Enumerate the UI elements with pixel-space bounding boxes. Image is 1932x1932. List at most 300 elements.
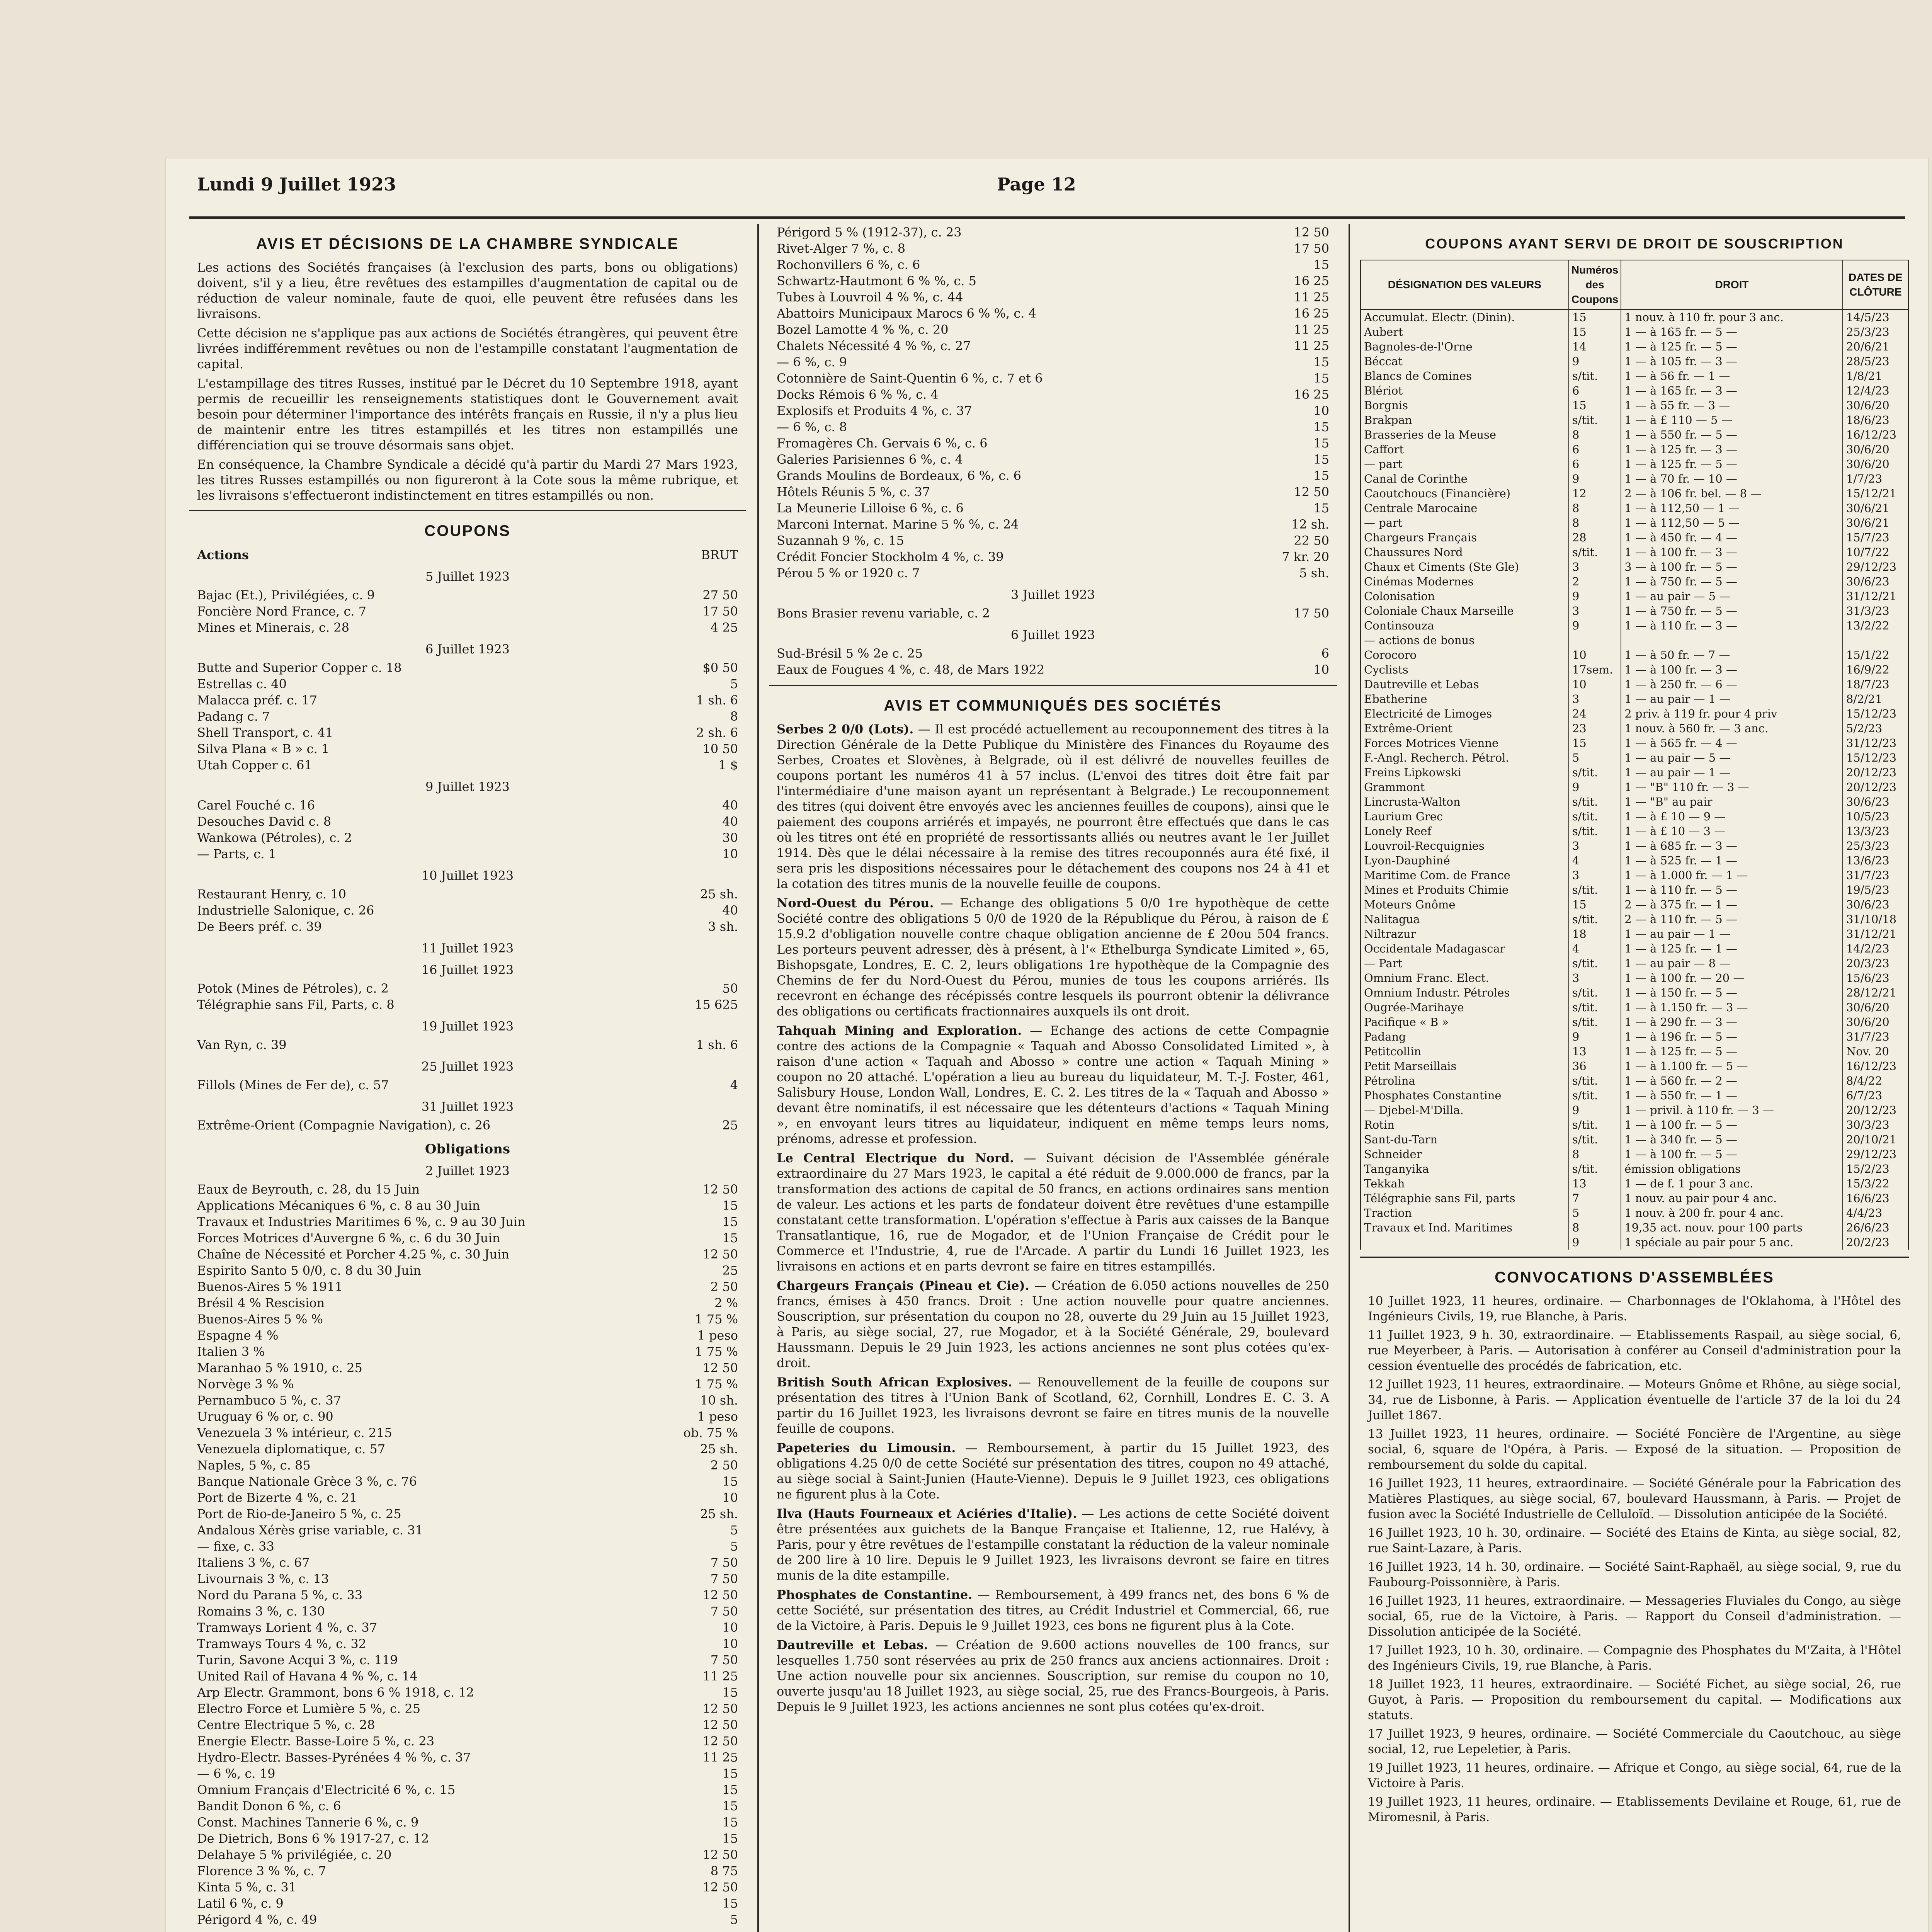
item-name: Bozel Lamotte 4 % %, c. 20 xyxy=(777,322,949,337)
table-cell: s/tit. xyxy=(1569,413,1621,427)
table-cell: 20/6/21 xyxy=(1843,339,1908,354)
table-cell: s/tit. xyxy=(1569,883,1621,897)
convocations-list xyxy=(1360,1293,1909,1825)
table-cell: Schneider xyxy=(1361,1147,1569,1162)
list-item xyxy=(777,549,1329,565)
table-row xyxy=(1361,780,1908,794)
item-name: Fromagères Ch. Gervais 6 %, c. 6 xyxy=(777,436,988,451)
table-cell: 3 xyxy=(1569,692,1621,706)
table-cell: — actions de bonus xyxy=(1361,633,1569,648)
table-cell: 28/12/21 xyxy=(1843,985,1908,1000)
table-cell: 1 — à 50 fr. — 7 — xyxy=(1621,648,1843,662)
item-name: Estrellas c. 40 xyxy=(197,677,287,691)
table-cell: 30/6/23 xyxy=(1843,574,1908,589)
table-cell: 1 — à 450 fr. — 4 — xyxy=(1621,530,1843,545)
table-cell: Electricité de Limoges xyxy=(1361,706,1569,721)
item-name: Extrême-Orient (Compagnie Navigation), c. 26 xyxy=(197,1118,491,1133)
item-name: Pérou 5 % or 1920 c. 7 xyxy=(777,566,920,580)
item-value: 40 xyxy=(722,814,738,829)
table-cell: Traction xyxy=(1361,1206,1569,1220)
table-cell: 1 — à 110 fr. — 3 — xyxy=(1621,618,1843,633)
table-cell: 30/6/20 xyxy=(1843,442,1908,457)
item-name: Industrielle Salonique, c. 26 xyxy=(197,903,374,918)
item-value: 10 xyxy=(722,1636,738,1651)
table-cell: 31/7/23 xyxy=(1843,1029,1908,1044)
table-row xyxy=(1361,560,1908,574)
list-item xyxy=(197,1538,738,1554)
item-value: 15 xyxy=(722,1198,738,1213)
table-cell: 16/12/23 xyxy=(1843,427,1908,442)
item-value: 10 xyxy=(1313,403,1329,418)
item-name: Chalets Nécessité 4 % %, c. 27 xyxy=(777,338,971,353)
table-cell: 15/12/21 xyxy=(1843,486,1908,501)
item-name: United Rail of Havana 4 % %, c. 14 xyxy=(197,1669,418,1684)
table-cell: 25/3/23 xyxy=(1843,838,1908,853)
table-cell: 16/12/23 xyxy=(1843,1059,1908,1073)
table-row xyxy=(1361,662,1908,677)
communique-heading: Chargeurs Français (Pineau et Cie). xyxy=(777,1278,1029,1293)
list-item xyxy=(197,997,738,1013)
item-value: 15 xyxy=(722,1231,738,1245)
table-row xyxy=(1361,1206,1908,1220)
table-row xyxy=(1361,589,1908,604)
list-item xyxy=(197,1214,738,1230)
item-value: 5 xyxy=(730,677,738,691)
item-name: Buenos-Aires 5 % % xyxy=(197,1312,323,1327)
table-cell: Laurium Grec xyxy=(1361,809,1569,824)
table-row xyxy=(1361,1162,1908,1176)
table-cell: Ougrée-Marihaye xyxy=(1361,1000,1569,1015)
communique-heading: Ilva (Hauts Fourneaux et Aciéries d'Italie). xyxy=(777,1506,1077,1521)
item-name: Livournais 3 %, c. 13 xyxy=(197,1571,329,1586)
table-cell: s/tit. xyxy=(1569,809,1621,824)
table-cell: Tekkah xyxy=(1361,1176,1569,1191)
list-item xyxy=(777,500,1329,516)
list-item xyxy=(777,386,1329,403)
item-name: Espirito Santo 5 0/0, c. 8 du 30 Juin xyxy=(197,1263,421,1278)
list-item xyxy=(197,1117,738,1133)
item-value: 12 50 xyxy=(1294,225,1329,240)
list-item xyxy=(777,645,1329,662)
list-item xyxy=(777,516,1329,532)
item-name: Energie Electr. Basse-Loire 5 %, c. 23 xyxy=(197,1734,435,1748)
table-row xyxy=(1361,442,1908,457)
table-cell: Grammont xyxy=(1361,780,1569,794)
column-2 xyxy=(769,224,1337,1932)
convocation: 12 Juillet 1923, 11 heures, extraordinaire. — Moteurs Gnôme et Rhône, au siège social, 34, rue de Lisbonne, à Paris. — Application éventuelle de l'article 37 de la loi du 24 Juillet 1867. xyxy=(1368,1378,1901,1422)
item-value: 27 50 xyxy=(702,588,738,602)
item-name: Rochonvillers 6 %, c. 6 xyxy=(777,257,920,272)
item-value: 15 xyxy=(1313,501,1329,515)
item-value: 25 xyxy=(722,1118,738,1133)
table-cell: 1 — au pair — 1 — xyxy=(1621,927,1843,941)
table-row xyxy=(1361,501,1908,515)
table-cell: 4/4/23 xyxy=(1843,1206,1908,1220)
item-name: — 6 %, c. 8 xyxy=(777,420,847,434)
table-cell: 31/10/18 xyxy=(1843,912,1908,927)
item-value: 4 xyxy=(730,1078,738,1092)
list-item xyxy=(197,1408,738,1425)
table-cell: 1 — à 1.000 fr. — 1 — xyxy=(1621,868,1843,883)
table-cell: 1 — à 125 fr. — 5 — xyxy=(1621,457,1843,471)
table-row xyxy=(1361,413,1908,427)
item-value: 12 50 xyxy=(702,1588,738,1602)
table-cell: Blériot xyxy=(1361,383,1569,398)
table-cell: 13/2/22 xyxy=(1843,618,1908,633)
table-cell: Phosphates Constantine xyxy=(1361,1088,1569,1103)
list-item xyxy=(197,1652,738,1668)
list-item xyxy=(197,1181,738,1197)
table-cell: Centrale Marocaine xyxy=(1361,501,1569,515)
item-name: Potok (Mines de Pétroles), c. 2 xyxy=(197,981,389,996)
table-cell: 2 — à 375 fr. — 1 — xyxy=(1621,897,1843,912)
table-cell: 1 — à 550 fr. — 1 — xyxy=(1621,1088,1843,1103)
communique-heading: Serbes 2 0/0 (Lots). xyxy=(777,722,914,736)
list-item xyxy=(777,662,1329,678)
item-value: 15 xyxy=(722,1815,738,1830)
table-cell: Accumulat. Electr. (Dinin). xyxy=(1361,310,1569,325)
table-cell: 8/4/22 xyxy=(1843,1073,1908,1088)
column-3 xyxy=(1360,224,1909,1932)
column-1 xyxy=(189,224,746,1932)
item-name: Fillols (Mines de Fer de), c. 57 xyxy=(197,1078,389,1092)
table-cell: 24 xyxy=(1569,706,1621,721)
table-cell: s/tit. xyxy=(1569,824,1621,838)
list-item xyxy=(197,1441,738,1457)
table-cell: 12 xyxy=(1569,486,1621,501)
item-value: 11 25 xyxy=(702,1669,738,1684)
item-value: 7 50 xyxy=(710,1571,738,1586)
list-item xyxy=(197,587,738,603)
table-cell: Louvroil-Recquignies xyxy=(1361,838,1569,853)
item-name: Grands Moulins de Bordeaux, 6 %, c. 6 xyxy=(777,468,1022,483)
table-cell: Ebatherine xyxy=(1361,692,1569,706)
table-row xyxy=(1361,471,1908,486)
item-name: Utah Copper c. 61 xyxy=(197,758,312,772)
list-item xyxy=(197,1879,738,1895)
table-cell: 1 — à £ 110 — 5 — xyxy=(1621,413,1843,427)
table-cell: Pacifique « B » xyxy=(1361,1015,1569,1029)
item-name: Espagne 4 % xyxy=(197,1328,279,1343)
list-item xyxy=(197,1830,738,1847)
item-name: Nord du Parana 5 %, c. 33 xyxy=(197,1588,363,1602)
table-row xyxy=(1361,794,1908,809)
table-cell: 31/7/23 xyxy=(1843,868,1908,883)
table-cell: 1 — à 150 fr. — 5 — xyxy=(1621,985,1843,1000)
table-cell: — part xyxy=(1361,457,1569,471)
table-cell: 1 — à 165 fr. — 5 — xyxy=(1621,325,1843,339)
table-cell: Lonely Reef xyxy=(1361,824,1569,838)
item-name: Electro Force et Lumière 5 %, c. 25 xyxy=(197,1701,421,1716)
item-value: 2 % xyxy=(714,1296,738,1310)
table-cell: 1 — à 100 fr. — 20 — xyxy=(1621,971,1843,985)
item-value: 15 xyxy=(722,1831,738,1846)
table-row xyxy=(1361,912,1908,927)
table-cell: Padang xyxy=(1361,1029,1569,1044)
table-cell: s/tit. xyxy=(1569,1117,1621,1132)
item-value: ob. 75 % xyxy=(683,1425,738,1440)
table-cell: 17sem. xyxy=(1569,662,1621,677)
table-row xyxy=(1361,736,1908,750)
table-row xyxy=(1361,545,1908,560)
table-cell: 1 — à 125 fr. — 3 — xyxy=(1621,442,1843,457)
item-name: Foncière Nord France, c. 7 xyxy=(197,604,367,619)
table-cell: 28/5/23 xyxy=(1843,354,1908,369)
table-cell: 5 xyxy=(1569,750,1621,765)
list-item xyxy=(197,1912,738,1928)
item-name: Venezuela diplomatique, c. 57 xyxy=(197,1442,386,1456)
table-cell: 1 — à £ 10 — 9 — xyxy=(1621,809,1843,824)
communique-heading: Phosphates de Constantine. xyxy=(777,1587,973,1602)
convocation: 18 Juillet 1923, 11 heures, extraordinaire. — Société Fichet, au siège social, 26, rue Guyot, à Paris. — Proposition du remboursement du capital. — Modifications aux statuts. xyxy=(1368,1677,1901,1722)
section-title: COUPONS AYANT SERVI DE DROIT DE SOUSCRIPTION xyxy=(1425,236,1844,252)
item-value: 11 25 xyxy=(1294,338,1329,353)
table-cell: 30/6/23 xyxy=(1843,794,1908,809)
communique-heading: Tahquah Mining and Exploration. xyxy=(777,1023,1022,1038)
table-cell: 19,35 act. nouv. pour 100 parts xyxy=(1621,1220,1843,1235)
item-name: Wankowa (Pétroles), c. 2 xyxy=(197,830,352,845)
table-cell: s/tit. xyxy=(1569,956,1621,971)
table-cell: 3 xyxy=(1569,971,1621,985)
table-row xyxy=(1361,530,1908,545)
list-item xyxy=(197,1360,738,1376)
coupons-group xyxy=(769,605,1337,621)
table-cell: 3 xyxy=(1569,868,1621,883)
table-cell: Canal de Corinthe xyxy=(1361,471,1569,486)
item-value: 16 25 xyxy=(1294,387,1329,402)
table-cell: Occidentale Madagascar xyxy=(1361,941,1569,956)
table-cell: 1 — à 112,50 — 5 — xyxy=(1621,515,1843,530)
item-name: Explosifs et Produits 4 %, c. 37 xyxy=(777,403,972,418)
item-name: Abattoirs Municipaux Marocs 6 % %, c. 4 xyxy=(777,306,1036,321)
item-value: 15 625 xyxy=(695,997,738,1012)
list-item xyxy=(197,619,738,636)
item-value: 15 xyxy=(1313,371,1329,386)
table-row xyxy=(1361,1088,1908,1103)
table-cell: s/tit. xyxy=(1569,1000,1621,1015)
table-cell: Rotin xyxy=(1361,1117,1569,1132)
item-value: 16 25 xyxy=(1294,306,1329,321)
table-cell: F.-Angl. Recherch. Pétrol. xyxy=(1361,750,1569,765)
communique xyxy=(777,895,1329,1019)
table-row xyxy=(1361,1044,1908,1059)
item-value: 10 xyxy=(722,1620,738,1635)
table-cell: Omnium Franc. Elect. xyxy=(1361,971,1569,985)
table-cell: 1 nouv. au pair pour 4 anc. xyxy=(1621,1191,1843,1206)
table-cell: 30/6/20 xyxy=(1843,398,1908,413)
table-cell: 5/2/23 xyxy=(1843,721,1908,736)
item-value: 5 xyxy=(730,1539,738,1554)
list-item xyxy=(197,1457,738,1473)
table-row xyxy=(1361,486,1908,501)
table-cell: Lyon-Dauphiné xyxy=(1361,853,1569,868)
item-value: 8 75 xyxy=(710,1864,738,1878)
table-cell: 13/6/23 xyxy=(1843,853,1908,868)
table-cell: 5 xyxy=(1569,1206,1621,1220)
item-value: 15 xyxy=(1313,436,1329,451)
item-name: Docks Rémois 6 % %, c. 4 xyxy=(777,387,939,402)
table-row xyxy=(1361,398,1908,413)
table-row xyxy=(1361,692,1908,706)
list-item xyxy=(197,1197,738,1214)
list-item xyxy=(197,1392,738,1408)
item-value: 10 xyxy=(722,1490,738,1505)
table-row xyxy=(1361,1147,1908,1162)
table-cell: 26/6/23 xyxy=(1843,1220,1908,1235)
table-cell: 9 xyxy=(1569,1235,1621,1250)
table-cell: Niltrazur xyxy=(1361,927,1569,941)
table-row xyxy=(1361,941,1908,956)
convocation: 13 Juillet 1923, 11 heures, ordinaire. — Société Foncière de l'Argentine, au siège social, 6, square de l'Opéra, à Paris. — Exposé de la situation. — Proposition de remboursement du solde du capital. xyxy=(1368,1427,1901,1472)
item-name: Centre Electrique 5 %, c. 28 xyxy=(197,1718,375,1732)
list-item xyxy=(777,468,1329,484)
table-row xyxy=(1361,853,1908,868)
list-item xyxy=(777,257,1329,273)
item-value: 22 50 xyxy=(1294,533,1329,548)
item-value: 7 kr. 20 xyxy=(1282,549,1329,564)
table-cell: 1 — "B" 110 fr. — 3 — xyxy=(1621,780,1843,794)
table-cell: 1 — à 55 fr. — 3 — xyxy=(1621,398,1843,413)
table-cell: Omnium Industr. Pétroles xyxy=(1361,985,1569,1000)
coupons-continued xyxy=(769,224,1337,581)
table-cell: 1 — à 560 fr. — 2 — xyxy=(1621,1073,1843,1088)
table-cell: 14/2/23 xyxy=(1843,941,1908,956)
list-item xyxy=(197,1782,738,1798)
list-item xyxy=(777,370,1329,386)
item-value: 30 xyxy=(722,830,738,845)
list-item xyxy=(197,1295,738,1311)
table-cell: 1 — au pair — 1 — xyxy=(1621,692,1843,706)
table-cell: 14 xyxy=(1569,339,1621,354)
table-cell: 28 xyxy=(1569,530,1621,545)
table-cell: 1 — privil. à 110 fr. — 3 — xyxy=(1621,1103,1843,1117)
list-item xyxy=(197,1587,738,1603)
table-cell: Télégraphie sans Fil, parts xyxy=(1361,1191,1569,1206)
table-cell: 1 — de f. 1 pour 3 anc. xyxy=(1621,1176,1843,1191)
item-value: 8 xyxy=(730,709,738,724)
item-name: Hydro-Electr. Basses-Pyrénées 4 % %, c. 37 xyxy=(197,1750,471,1765)
item-name: Florence 3 % %, c. 7 xyxy=(197,1864,327,1878)
table-cell: Béccat xyxy=(1361,354,1569,369)
item-name: Schwartz-Hautmont 6 % %, c. 5 xyxy=(777,274,976,288)
item-name: Bajac (Et.), Privilégiées, c. 9 xyxy=(197,588,375,602)
table-cell: 1 — à 750 fr. — 5 — xyxy=(1621,574,1843,589)
newspaper-page xyxy=(166,158,1928,1932)
table-cell: 36 xyxy=(1569,1059,1621,1073)
oblig-date: 2 Juillet 1923 xyxy=(425,1163,510,1178)
group-date: 5 Juillet 1923 xyxy=(425,569,510,584)
table-cell: 1 — à 112,50 — 1 — xyxy=(1621,501,1843,515)
item-value: 25 sh. xyxy=(700,1442,738,1456)
item-value: 15 xyxy=(722,1799,738,1813)
item-name: Desouches David c. 8 xyxy=(197,814,332,829)
table-row xyxy=(1361,927,1908,941)
coupons-header xyxy=(197,547,738,563)
actions-label: Actions xyxy=(197,548,249,562)
communique-text: — Création de 6.050 actions nouvelles de 250 francs, émises à 450 francs. Droit : Une action nouvelle pour quatre anciennes. Souscription, sur présentation du coupon no 28, ouverte du 29 Juin au 15 Juillet 1923, à Paris, au siège social, 27, rue Mogador, et à la Société Générale, 29, boulevard Haussmann. Depuis le 29 Juin 1923, les actions anciennes ne sont plus cotées qu'ex-droit. xyxy=(777,1278,1330,1370)
communique-heading: Nord-Ouest du Pérou. xyxy=(777,896,934,910)
item-value: 10 xyxy=(722,847,738,861)
table-cell: s/tit. xyxy=(1569,985,1621,1000)
group-date: 9 Juillet 1923 xyxy=(425,779,510,794)
table-cell: s/tit. xyxy=(1569,1073,1621,1088)
table-cell: 10 xyxy=(1569,648,1621,662)
item-name: Italien 3 % xyxy=(197,1344,265,1359)
table-row xyxy=(1361,648,1908,662)
list-item xyxy=(197,1717,738,1733)
table-cell: 15/2/23 xyxy=(1843,1162,1908,1176)
table-cell: 1 — à 125 fr. — 5 — xyxy=(1621,339,1843,354)
item-name: Shell Transport, c. 41 xyxy=(197,725,333,740)
communique xyxy=(777,721,1329,891)
table-cell: Forces Motrices Vienne xyxy=(1361,736,1569,750)
table-row xyxy=(1361,971,1908,985)
list-item xyxy=(197,603,738,619)
table-row xyxy=(1361,1015,1908,1029)
table-cell: s/tit. xyxy=(1569,1132,1621,1147)
top-rule xyxy=(189,216,1905,219)
item-name: — Parts, c. 1 xyxy=(197,847,276,861)
table-row xyxy=(1361,1103,1908,1117)
table-cell: 1/7/23 xyxy=(1843,471,1908,486)
table-row xyxy=(1361,339,1908,354)
group-date: 25 Juillet 1923 xyxy=(421,1059,514,1074)
item-name: Venezuela 3 % intérieur, c. 215 xyxy=(197,1425,392,1440)
table-row xyxy=(1361,1235,1908,1250)
item-value: 3 sh. xyxy=(708,919,738,934)
table-cell: 8/2/21 xyxy=(1843,692,1908,706)
table-cell: Tanganyika xyxy=(1361,1162,1569,1176)
table-cell: 2 — à 106 fr. bel. — 8 — xyxy=(1621,486,1843,501)
table-row xyxy=(1361,369,1908,383)
table-row xyxy=(1361,765,1908,780)
table-row xyxy=(1361,838,1908,853)
item-name: Rivet-Alger 7 %, c. 8 xyxy=(777,241,906,256)
item-value: 15 xyxy=(1313,420,1329,434)
subscription-rights-table xyxy=(1360,260,1909,1250)
item-name: Périgord 5 % (1912-37), c. 23 xyxy=(777,225,962,240)
list-item xyxy=(197,757,738,773)
communique-text: — Création de 9.600 actions nouvelles de 100 francs, sur lesquelles 1.750 sont réservées au prix de 250 francs aux anciens actionnaires. Droit : Une action nouvelle pour six anciennes. Souscription, sur remise du coupon no 10, ouverte jusqu'au 18 Juillet 1923, au siège social, 25, rue des Francs-Bourgeois, à Paris. Depuis le 9 Juillet 1923, les actions anciennes ne sont plus cotées qu'ex-droit. xyxy=(777,1638,1329,1714)
table-cell: 4 xyxy=(1569,941,1621,956)
item-value: 7 50 xyxy=(710,1653,738,1667)
table-cell: Nov. 20 xyxy=(1843,1044,1908,1059)
item-name: Banque Nationale Grèce 3 %, c. 76 xyxy=(197,1474,417,1489)
table-header: DÉSIGNATION DES VALEURS xyxy=(1361,260,1569,310)
table-cell: 15/7/23 xyxy=(1843,530,1908,545)
list-item xyxy=(197,797,738,813)
table-cell: s/tit. xyxy=(1569,765,1621,780)
list-item xyxy=(777,484,1329,500)
table-row xyxy=(1361,883,1908,897)
item-value: 15 xyxy=(1313,468,1329,483)
section-title: AVIS ET DÉCISIONS DE LA CHAMBRE SYNDICALE xyxy=(256,235,679,252)
group-date: 6 Juillet 1923 xyxy=(1010,628,1095,642)
item-value: 15 xyxy=(722,1474,738,1489)
convocation: 10 Juillet 1923, 11 heures, ordinaire. — Charbonnages de l'Oklahoma, à l'Hôtel des Ingénieurs Civils, 19, rue Blanche, à Paris. xyxy=(1368,1294,1901,1323)
table-cell: 15 xyxy=(1569,325,1621,339)
table-cell: 1 — à 110 fr. — 5 — xyxy=(1621,883,1843,897)
item-name: Brésil 4 % Rescision xyxy=(197,1296,325,1310)
table-cell: 1 — à 550 fr. — 5 — xyxy=(1621,427,1843,442)
table-cell: 1 — à 1.100 fr. — 5 — xyxy=(1621,1059,1843,1073)
obligations-list xyxy=(189,1181,746,1928)
table-cell: 2 xyxy=(1569,574,1621,589)
table-cell: 31/12/21 xyxy=(1843,927,1908,941)
table-row xyxy=(1361,1191,1908,1206)
item-name: Silva Plana « B » c. 1 xyxy=(197,742,330,756)
item-name: — 6 %, c. 9 xyxy=(777,355,847,369)
